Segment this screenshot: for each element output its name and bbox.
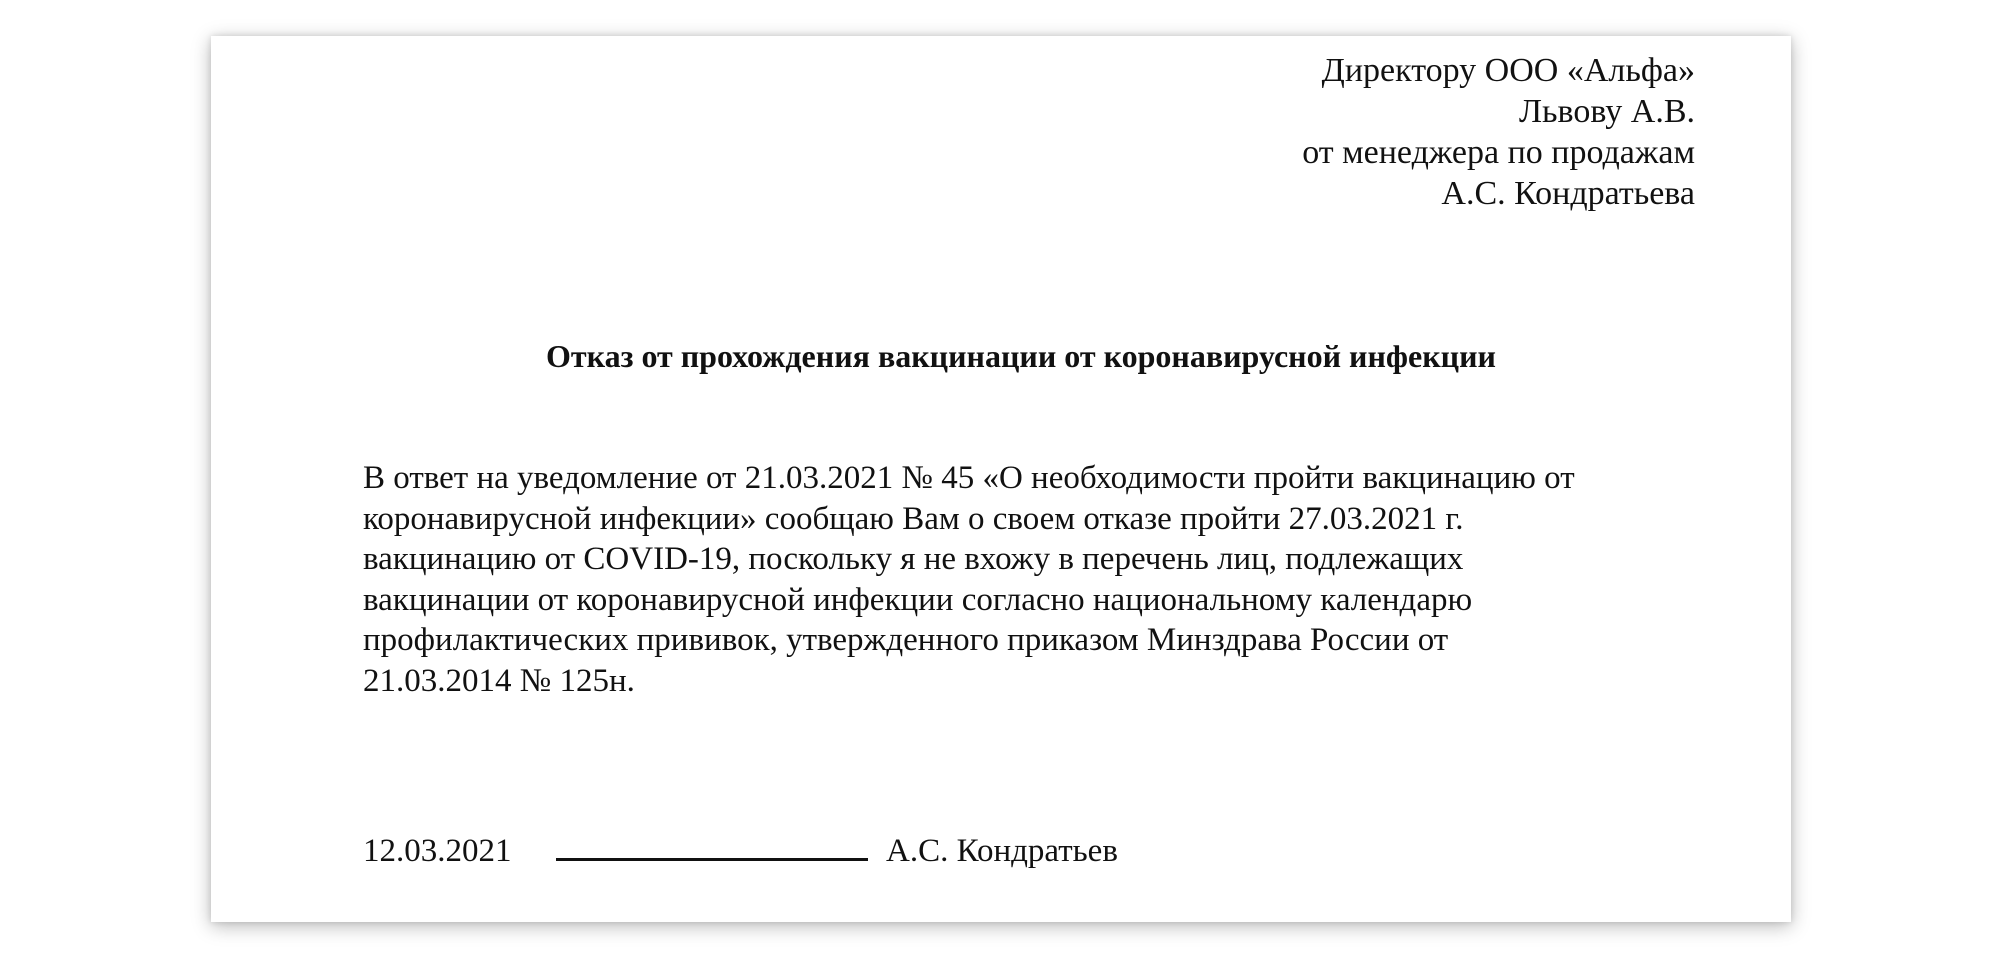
document-body xyxy=(363,458,1663,701)
document-sheet xyxy=(211,36,1791,922)
addressee-line: от менеджера по продажам xyxy=(1302,134,1695,171)
addressee-line: Директору ООО «Альфа» xyxy=(1321,52,1695,89)
signer-name: А.С. Кондратьев xyxy=(886,833,1118,869)
body-line: профилактических прививок, утвержденного приказом Минздрава России от xyxy=(363,622,1449,658)
body-line: В ответ на уведомление от 21.03.2021 № 45 «О необходимости пройти вакцинацию от xyxy=(363,460,1575,496)
document-date: 12.03.2021 xyxy=(363,833,512,869)
document-title: Отказ от прохождения вакцинации от коронавирусной инфекции xyxy=(546,338,1496,374)
body-line: коронавирусной инфекции» сообщаю Вам о своем отказе пройти 27.03.2021 г. xyxy=(363,500,1464,537)
addressee-block xyxy=(1302,50,1695,214)
body-line: вакцинацию от COVID-19, поскольку я не вхожу в перечень лиц, подлежащих xyxy=(363,541,1464,577)
body-line: 21.03.2014 № 125н. xyxy=(363,662,635,699)
signature-row xyxy=(363,830,1118,871)
body-line: вакцинации от коронавирусной инфекции согласно национальному календарю xyxy=(363,581,1473,618)
addressee-line: А.С. Кондратьева xyxy=(1441,175,1695,212)
signature-line xyxy=(556,830,868,861)
addressee-line: Львову А.В. xyxy=(1518,93,1695,130)
